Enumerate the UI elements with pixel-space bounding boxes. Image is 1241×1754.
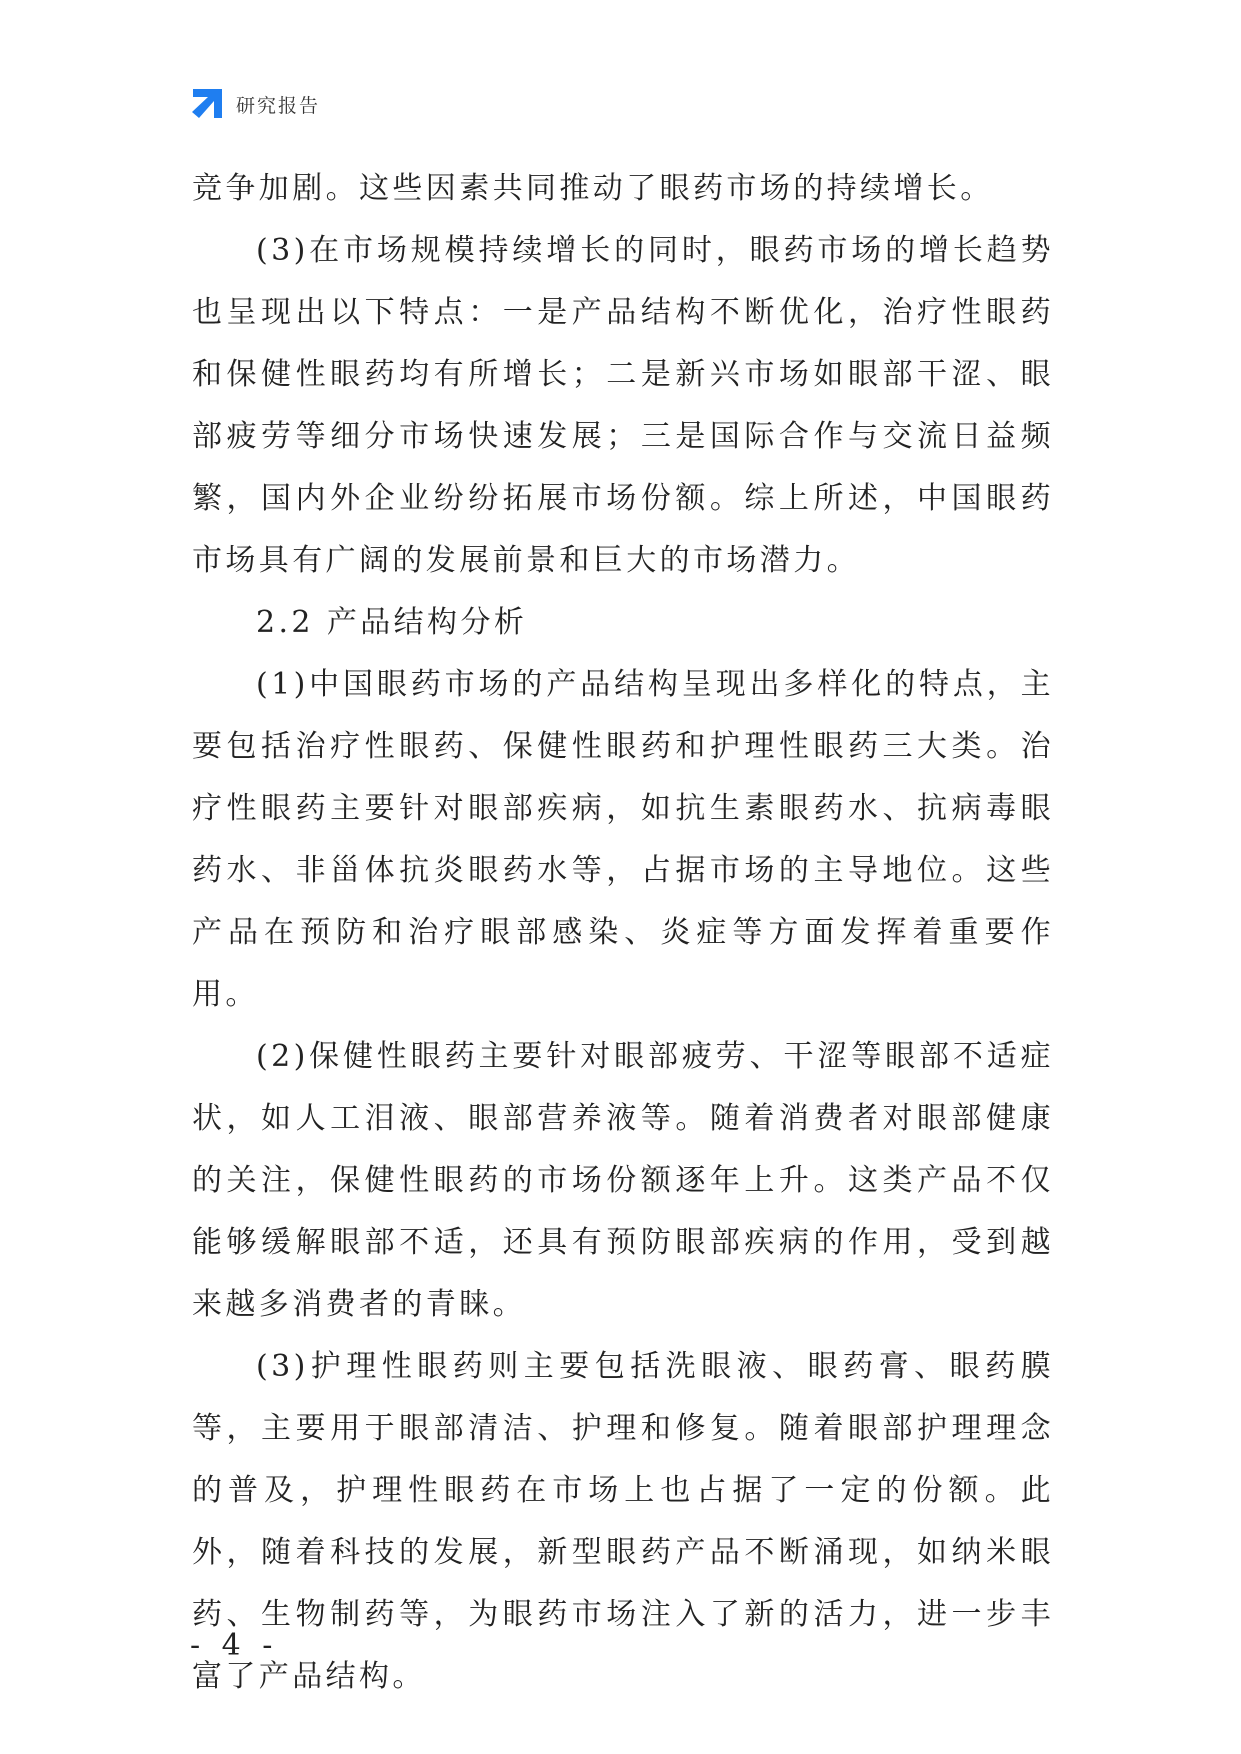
page-number: - 4 - — [190, 1628, 279, 1663]
paragraph-product-structure: (1)中国眼药市场的产品结构呈现出多样化的特点，主要包括治疗性眼药、保健性眼药和护理性眼药三大类。治疗性眼药主要针对眼部疾病，如抗生素眼药水、抗病毒眼药水、非甾体抗炎眼药水等，占据市场的主导地位。这些产品在预防和治疗眼部感染、炎症等方面发挥着重要作用。 — [192, 667, 1054, 1012]
report-header — [190, 86, 320, 122]
arrow-up-right-icon — [190, 87, 224, 121]
document-body — [192, 158, 1054, 1708]
paragraph-nursing-drugs: (3)护理性眼药则主要包括洗眼液、眼药膏、眼药膜等，主要用于眼部清洁、护理和修复。随着眼部护理理念的普及，护理性眼药在市场上也占据了一定的份额。此外，随着科技的发展，新型眼药产品不断涌现，如纳米眼药、生物制药等，为眼药市场注入了新的活力，进一步丰富了产品结构。 — [192, 1349, 1054, 1694]
paragraph-continued: 竞争加剧。这些因素共同推动了眼药市场的持续增长。 — [192, 171, 994, 206]
paragraph-market-trend: (3)在市场规模持续增长的同时，眼药市场的增长趋势也呈现出以下特点：一是产品结构不断优化，治疗性眼药和保健性眼药均有所增长；二是新兴市场如眼部干涩、眼部疲劳等细分市场快速发展；三是国际合作与交流日益频繁，国内外企业纷纷拓展市场份额。综上所述，中国眼药市场具有广阔的发展前景和巨大的市场潜力。 — [192, 233, 1054, 578]
section-heading: 2.2 产品结构分析 — [256, 605, 528, 640]
paragraph-health-care-drugs: (2)保健性眼药主要针对眼部疲劳、干涩等眼部不适症状，如人工泪液、眼部营养液等。随着消费者对眼部健康的关注，保健性眼药的市场份额逐年上升。这类产品不仅能够缓解眼部不适，还具有预防眼部疾病的作用，受到越来越多消费者的青睐。 — [192, 1039, 1054, 1322]
header-title: 研究报告 — [236, 94, 321, 117]
